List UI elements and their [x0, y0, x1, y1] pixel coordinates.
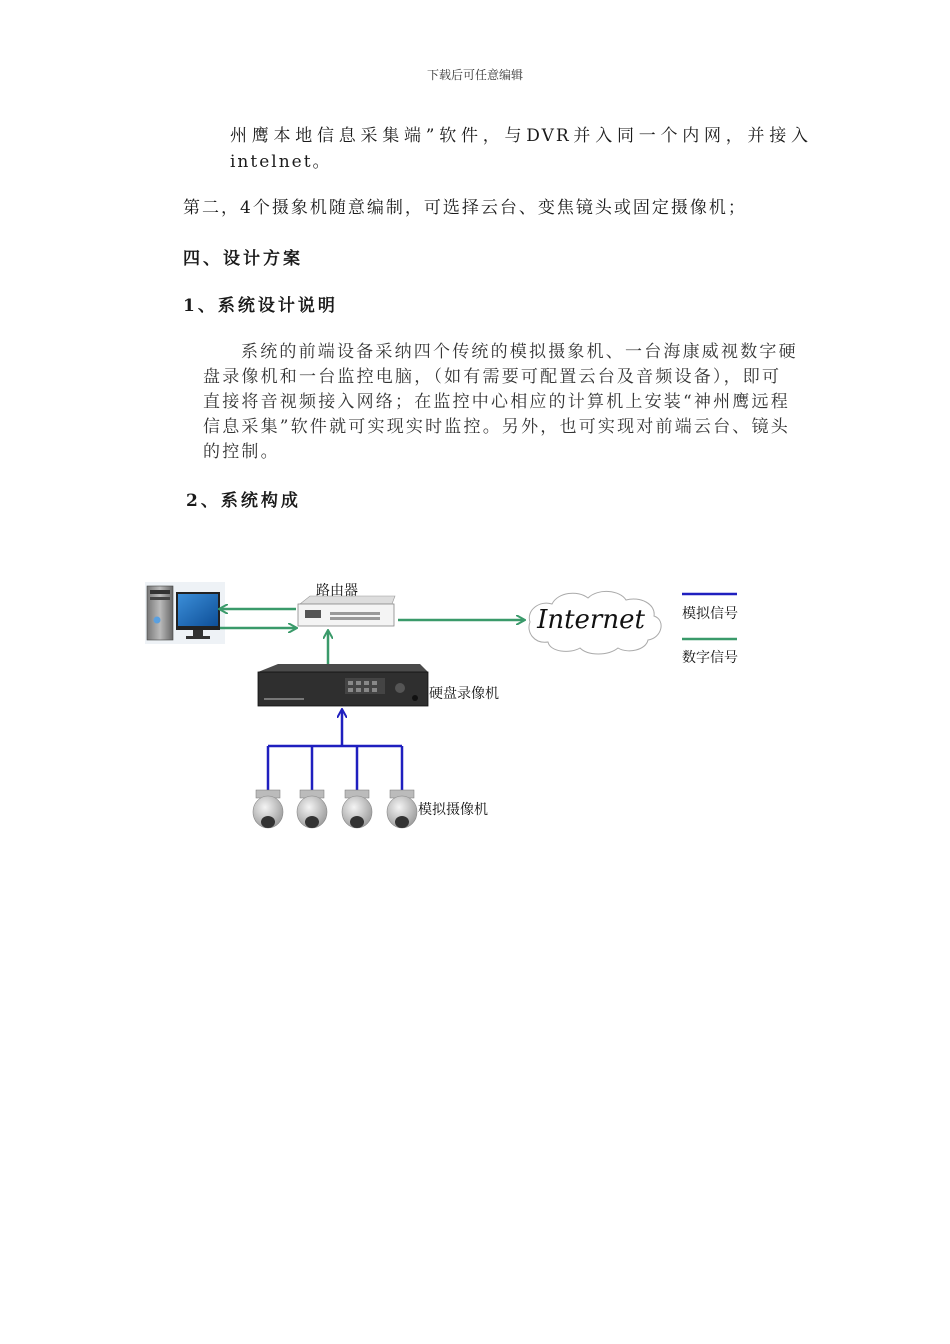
camera-label: 模拟摄像机 [418, 802, 488, 818]
camera-icon [387, 790, 417, 828]
paragraph-line: 州鹰本地信息采集端”软件，与DVR并入同一个内网，并接入 [230, 126, 810, 146]
paragraph: 第二，4个摄象机随意编制，可选择云台、变焦镜头或固定摄像机； [183, 198, 747, 218]
camera-icon [253, 790, 283, 828]
section-heading: 1、系统设计说明 [183, 296, 338, 316]
description-line: 的控制。 [203, 442, 280, 462]
legend-analog-label: 模拟信号 [682, 606, 738, 622]
internet-label: Internet [537, 605, 645, 635]
system-description [203, 340, 803, 465]
description-line: 信息采集”软件就可实现实时监控。另外，也可实现对前端云台、镜头 [203, 417, 790, 437]
legend [682, 594, 738, 666]
camera-icon [297, 790, 327, 828]
description-line: 系统的前端设备采纳四个传统的模拟摄象机、一台海康威视数字硬 [241, 342, 798, 362]
section-heading: 四、设计方案 [183, 249, 303, 269]
router-label: 路由器 [316, 583, 358, 599]
router-icon [298, 596, 395, 626]
system-diagram [130, 560, 770, 850]
analog-wiring [268, 710, 402, 790]
dvr-icon [258, 664, 428, 706]
paragraph-line: intelnet。 [230, 152, 332, 172]
description-line: 盘录像机和一台监控电脑，（如有需要可配置云台及音频设备），即可 [203, 367, 782, 387]
computer-icon [145, 582, 225, 644]
dvr-label: 硬盘录像机 [429, 686, 499, 702]
section-heading: 2、系统构成 [186, 491, 301, 511]
description-line: 直接将音视频接入网络；在监控中心相应的计算机上安装“神州鹰远程 [203, 392, 790, 412]
page-header: 下载后可任意编辑 [426, 68, 523, 82]
camera-icon [342, 790, 372, 828]
legend-digital-label: 数字信号 [682, 650, 738, 666]
